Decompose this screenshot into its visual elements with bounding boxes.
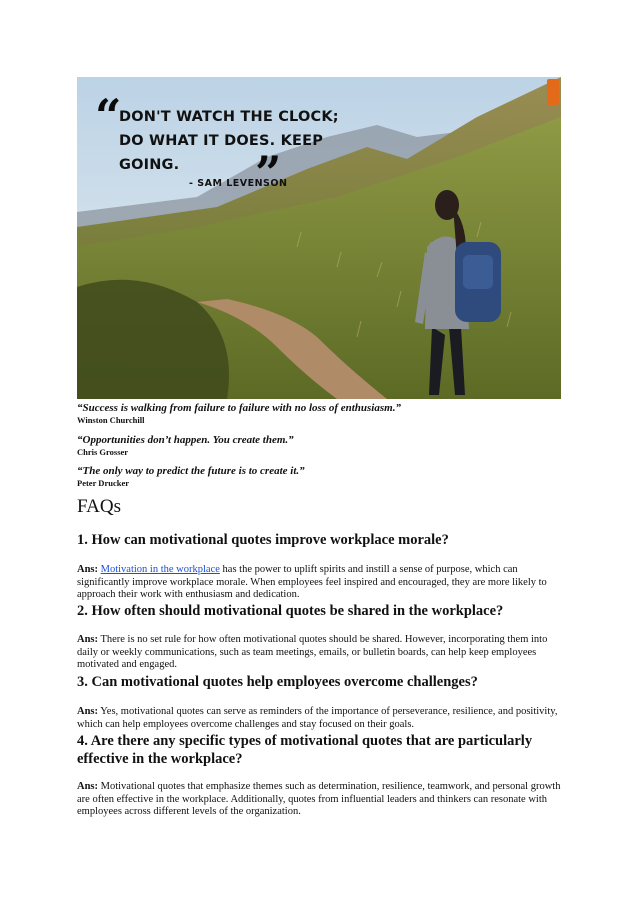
answer-text: Motivational quotes that emphasize themes such as determination, resilience, teamwork, and personal growth are often effective in the workplace. Additionally, quotes from influential leaders and thinkers can resonate with employees across different levels of the organization. [77, 781, 561, 817]
answer-label: Ans: [77, 564, 99, 575]
quote-text: “The only way to predict the future is to create it.” [77, 465, 305, 477]
faq-answer [77, 634, 561, 672]
quote-item [77, 434, 561, 457]
quote-item [77, 465, 561, 488]
quote-item [77, 402, 561, 425]
faq-question: 1. How can motivational quotes improve workplace morale? [77, 532, 449, 548]
hero-image [77, 77, 561, 399]
quote-text: “Opportunities don’t happen. You create them.” [77, 434, 294, 446]
faqs-heading: FAQs [77, 496, 121, 517]
faq-answer [77, 564, 561, 602]
faq-question: 3. Can motivational quotes help employees overcome challenges? [77, 674, 478, 690]
brand-logo-icon [547, 79, 559, 105]
answer-text: There is no set rule for how often motivational quotes should be shared. However, incorporating them into daily or weekly communications, such as team meetings, emails, or bulletin boards, can help keep employees motivated and engaged. [77, 634, 548, 670]
answer-text: has the power to uplift spirits and instill a sense of purpose, which can significantly improve workplace morale. When employees feel inspired and encouraged, they are more likely to approach their work with enthusiasm and dedication. [77, 564, 547, 600]
answer-text: Yes, motivational quotes can serve as reminders of the importance of perseverance, resilience, and positivity, which can help employees overcome challenges and stay focused on their goals. [77, 706, 558, 730]
faq-question: 4. Are there any specific types of motivational quotes that are particularly effective in the workplace? [77, 733, 533, 767]
motivation-link[interactable]: Motivation in the workplace [100, 564, 220, 575]
faq-answer [77, 781, 561, 819]
faq-question: 2. How often should motivational quotes be shared in the workplace? [77, 603, 504, 619]
hero-quote-author: - SAM LEVENSON [189, 178, 288, 189]
quote-author: Winston Churchill [77, 415, 145, 425]
answer-label: Ans: [77, 634, 99, 645]
faq-answer [77, 706, 561, 731]
open-quote-icon: “ [95, 89, 122, 143]
quote-author: Peter Drucker [77, 478, 129, 488]
close-quote-icon: ” [255, 146, 282, 200]
answer-label: Ans: [77, 781, 99, 792]
quote-author: Chris Grosser [77, 447, 129, 457]
hero-quote-text: DON'T WATCH THE CLOCK; DO WHAT IT DOES. KEEP GOING. [119, 109, 339, 173]
quote-text: “Success is walking from failure to failure with no loss of enthusiasm.” [77, 402, 401, 414]
answer-label: Ans: [77, 706, 99, 717]
